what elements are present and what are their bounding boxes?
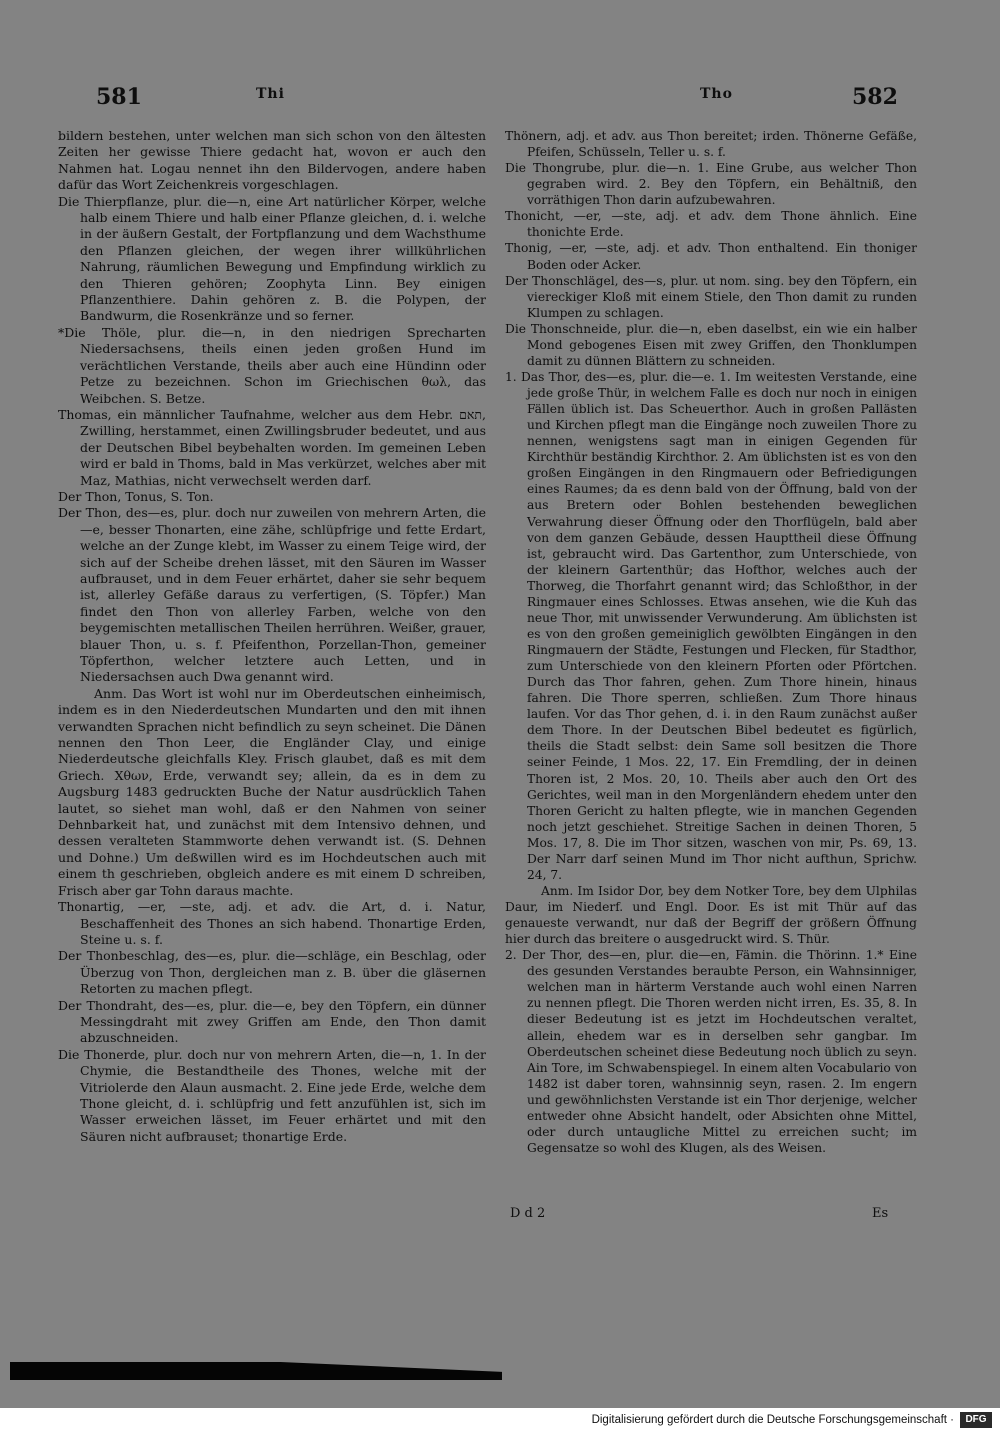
entry-right-5: Der Thonschlägel, des—s, plur. ut nom. sing. bey den Töpfern, ein viereckiger Kloß mit einem Stiele, den Thon damit zu runden Klumpen zu schlagen. (505, 273, 917, 320)
left-column (58, 128, 486, 1145)
left-catchword: Thi (256, 86, 285, 102)
catchword-next-page: Es (872, 1206, 889, 1221)
entry-right-4: Thonig, —er, —ste, adj. et adv. Thon enthaltend. Ein thoniger Boden oder Acker. (505, 241, 917, 272)
entry-right-7: 1. Das Thor, des—es, plur. die—e. 1. Im weitesten Verstande, eine jede große Thür, in welchem Falle es doch nur noch in einigen Fällen üblich ist. Das Scheuerthor. Auch in großen Pallästen und Kirchen pflegt man die Eingänge noch zuweilen Thore zu nennen, wenigstens sagt man in einigen Gegenden für Kirchthür beständig Kirchthor. 2. Am üblichsten ist es von den großen Eingängen in den Ringmauern oder Befriedigungen eines Raumes; da es denn bald von der Öffnung, bald von der aus Bretern oder Bohlen bestehenden beweglichen Verwahrung dieser Öffnung oder den Thorflügeln, bald aber von dem ganzen Gebäude, dessen Haupttheil diese Öffnung ist, gebraucht wird. Das Gartenthor, zum Unterschiede, von der kleinern Gartenthür; das Hofthor, welches auch der Thorweg, die Thorfahrt genannt wird; das Schloßthor, in der Ringmauer eines Schlosses. Etwas ansehen, wie die Kuh das neue Thor, mit unwissender Verwunderung. Am üblichsten ist es von den großen gemeiniglich gewölbten Eingängen in den Ringmauern der Städte, Festungen und Flecken, für Stadthor, zum Unterschiede von den kleinern Pforten oder Pförtchen. Durch das Thor fahren, gehen. Zum Thore hinein, hinaus fahren. Die Thore sperren, schließen. Zum Thore hinaus laufen. Vor das Thor gehen, d. i. in den Raum zunächst außer dem Thore. In der Deutschen Bibel bedeutet es figürlich, theils die Stadt selbst: dein Same soll besitzen die Thore seiner Feinde, 1 Mos. 22, 17. Ein Fremdling, der in deinen Thoren ist, 2 Mos. 20, 10. Theils aber auch den Ort des Gerichtes, weil man in den Morgenländern ehedem unter den Thoren Gericht zu halten pflegte, wie in manchen Gegenden noch jetzt geschiehet. Streitige Sachen in deinen Thoren, 5 Mos. 17, 8. Die im Thor sitzen, waschen von mir, Ps. 69, 13. Der Narr darf seinen Mund im Thor nicht aufthun, Sprichw. 24, 7. (505, 369, 917, 882)
entry-right-6: Die Thonschneide, plur. die—n, eben daselbst, ein wie ein halber Mond gebogenes Eisen mit zwey Griffen, den Thonklumpen damit zu dünnen Blättern zu schneiden. (505, 321, 917, 368)
signature-mark: D d 2 (510, 1206, 546, 1221)
entry-right-9: 2. Der Thor, des—en, plur. die—en, Fämin. die Thörinn. 1.* Eine des gesunden Verstandes beraubte Person, ein Wahnsinniger, welchen man in härterm Verstande auch wohl einen Narren zu nennen pflegt. Die Thoren werden nicht irren, Es. 35, 8. In dieser Bedeutung ist es jetzt im Hochdeutschen veraltet, allein, ehedem war es in derselben sehr gangbar. Im Oberdeutschen scheinet diese Bedeutung noch üblich zu seyn. Ain Tore, im Schwabenspiegel. In einem alten Vocabulario von 1482 ist daber toren, wahnsinnig seyn, rasen. 2. Im engern und gewöhnlichsten Verstande ist ein Thor derjenige, welcher entweder ohne Absicht handelt, oder Absichten ohne Mittel, oder durch untaugliche Mittel zu erreichen sucht; im Gegensatze so wohl des Klugen, als des Weisen. (505, 948, 917, 1155)
right-catchword: Tho (700, 86, 733, 102)
entry-right-3: Thonicht, —er, —ste, adj. et adv. dem Thone ähnlich. Eine thonichte Erde. (505, 209, 917, 240)
right-page-number: 582 (852, 84, 898, 110)
entry-left-3: *Die Thöle, plur. die—n, in den niedrigen Sprecharten Niedersachsens, theils einen jeden großen Hund im verächtlichen Verstande, theils aber auch eine Hündinn oder Petze zu bezeichnen. Schon im Griechischen θωλ, das Weibchen. S. Betze. (58, 324, 486, 406)
left-page-number: 581 (96, 84, 142, 110)
entry-left-11: Die Thonerde, plur. doch nur von mehrern Arten, die—n, 1. In der Chymie, die Bestandtheile des Thones, welche mit der Vitriolerde den Alaun ausmacht. 2. Eine jede Erde, welche dem Thone gleicht, d. i. schlüpfrig und fett anzufühlen ist, sich im Wasser erweichen lässet, im Feuer erhärtet und mit den Säuren nicht aufbrauset; thonartige Erde. (58, 1046, 486, 1144)
entry-left-6: Der Thon, des—es, plur. doch nur zuweilen von mehrern Arten, die—e, besser Thonarten, eine zähe, schlüpfrige und fette Erdart, welche an der Zunge klebt, im Wasser zu einem Teige wird, der sich auf der Scheibe drehen lässet, mit den Säuren im Wasser aufbrauset, und in dem Feuer erhärtet, daher sie sehr bequem ist, allerley Gefäße daraus zu verfertigen, (S. Töpfer.) Man findet den Thon von allerley Farben, welche von den beygemischten metallischen Theilen herrühren. Weißer, grauer, blauer Thon, u. s. f. Pfeifenthon, Porzellan-Thon, gemeiner Töpferthon, welcher letztere auch Letten, und in Niedersachsen auch Dwa genannt wird. (58, 505, 486, 685)
dfg-notice-text: Digitalisierung gefördert durch die Deutsche Forschungsgemeinschaft · (591, 1414, 954, 1426)
entry-left-2: Die Thierpflanze, plur. die—n, eine Art natürlicher Körper, welche halb einem Thiere und halb einer Pflanze gleichen, d. i. welche in der äußern Gestalt, der Fortpflanzung und dem Wachsthume den Pflanzen gleichen, der wegen ihrer willkührlichen Nahrung, räumlichen Bewegung und Empfindung wirklich zu den Thieren gehören; Zoophyta Linn. Bey einigen Pflanzenthiere. Dahin gehören z. B. die Polypen, der Bandwurm, die Rosenkränze und so ferner. (58, 193, 486, 324)
entry-left-5: Der Thon, Tonus, S. Ton. (58, 488, 214, 504)
entry-left-1: bildern bestehen, unter welchen man sich schon von den ältesten Zeiten her gewisse Thiere gedacht hat, wovon er auch den Nahmen hat. Logau nennet ihn den Bildervogen, andere haben dafür das Wort Zeichenkreis vorgeschlagen. (58, 128, 486, 193)
entry-left-4: Thomas, ein männlicher Taufnahme, welcher aus dem Hebr. תאם, Zwilling, herstammet, einen Zwillingsbruder bedeutet, und aus der Deutschen Bibel beybehalten worden. Im gemeinen Leben wird er bald in Thoms, bald in Mas verkürzet, welches aber mit Maz, Mathias, nicht verwechselt werden darf. (58, 406, 486, 488)
entry-left-9: Der Thonbeschlag, des—es, plur. die—schläge, ein Beschlag, oder Überzug von Thon, dergleichen man z. B. über die gläsernen Retorten zu machen pflegt. (58, 948, 486, 997)
right-column (505, 128, 917, 1156)
scan-edge-bar (10, 1362, 502, 1380)
dfg-logo-icon: DFG (960, 1412, 992, 1428)
entry-left-10: Der Thondraht, des—es, plur. die—e, bey den Töpfern, ein dünner Messingdraht mit zwey Griffen am Ende, den Thon damit abzuschneiden. (58, 997, 486, 1046)
entry-left-7-note: Anm. Das Wort ist wohl nur im Oberdeutschen einheimisch, indem es in den Niederdeutschen Mundarten und den mit ihnen verwandten Sprachen nicht befindlich zu seyn scheinet. Die Dänen nennen den Thon Leer, die Engländer Clay, und einige Niederdeutsche gleichfalls Kley. Frisch glaubet, daß es mit dem Griech. Χθων, Erde, verwandt sey; allein, da es in dem zu Augsburg 1483 gedruckten Buche der Natur ausdrücklich Tahen lautet, so siehet man wohl, daß er den Nahmen von seiner Dehnbarkeit hat, und zunächst mit dem Intensivo dehnen, und dessen veralteten Stammworte dehen verwandt ist. (S. Dehnen und Dohne.) Um deßwillen wird es im Hochdeutschen auch mit einem th geschrieben, obgleich andere es mit einem D schreiben, Frisch aber gar Tohn daraus machte. (58, 685, 486, 898)
entry-left-8: Thonartig, —er, —ste, adj. et adv. die Art, d. i. Natur, Beschaffenheit des Thones an sich habend. Thonartige Erden, Steine u. s. f. (58, 899, 486, 947)
entry-right-1: Thönern, adj. et adv. aus Thon bereitet; irden. Thönerne Gefäße, Pfeifen, Schüsseln, Teller u. s. f. (505, 129, 917, 160)
entry-right-8-note: Anm. Im Isidor Dor, bey dem Notker Tore, bey dem Ulphilas Daur, im Niederf. und Engl. Door. Es ist mit Thür auf das genaueste verwandt, nur daß der Begriff der größern Öffnung hier durch das breitere o ausgedruckt wird. S. Thür. (505, 883, 917, 947)
entry-right-2: Die Thongrube, plur. die—n. 1. Eine Grube, aus welcher Thon gegraben wird. 2. Bey den Töpfern, ein Behältniß, den vorräthigen Thon darin aufzubewahren. (505, 161, 917, 208)
